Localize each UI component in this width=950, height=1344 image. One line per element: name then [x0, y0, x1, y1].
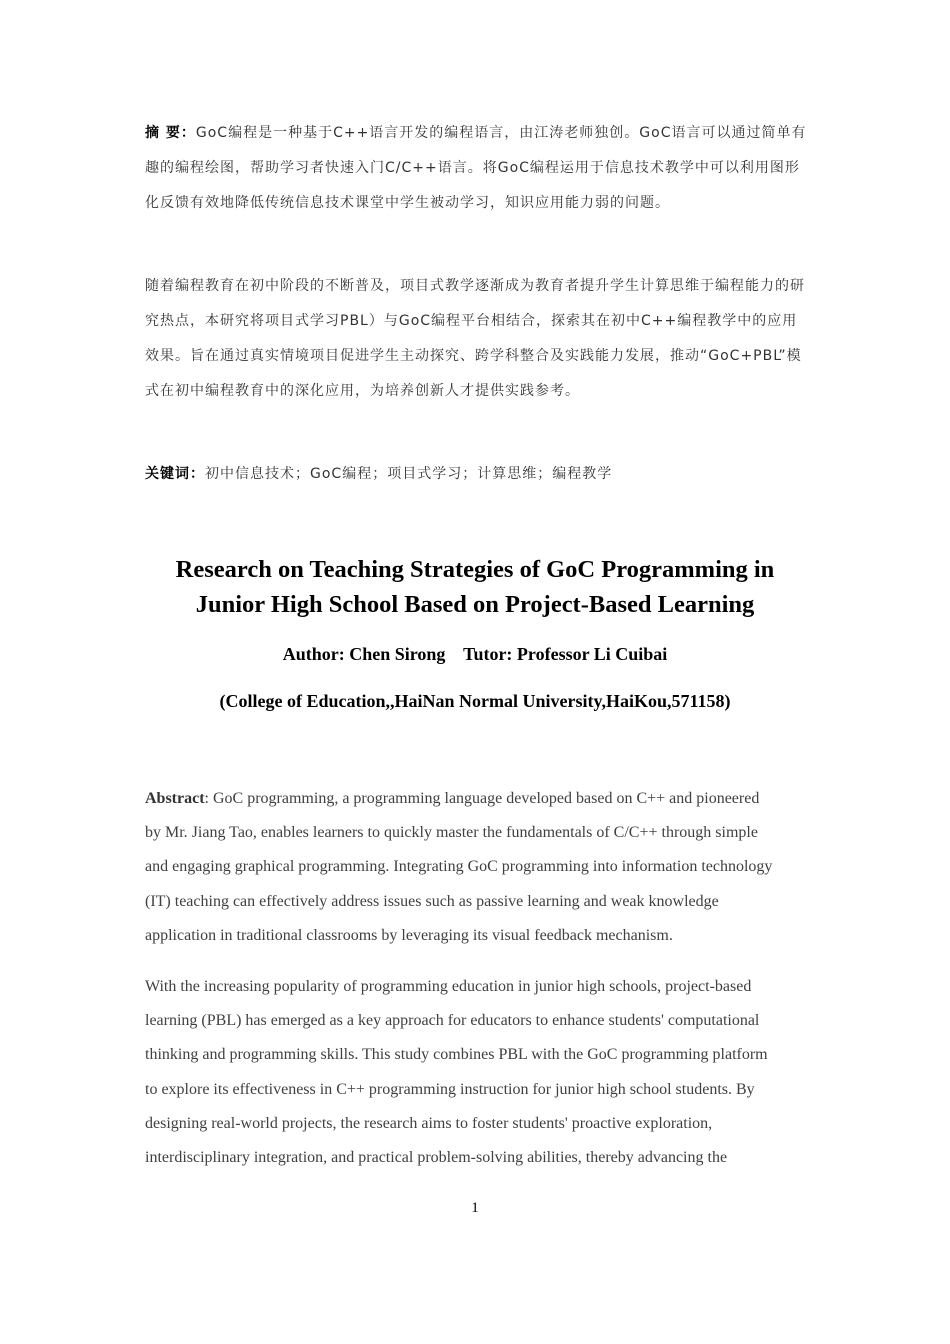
page-number: 1	[471, 1200, 479, 1216]
chinese-keywords-label: 关键词：	[145, 466, 205, 482]
english-abstract-line: by Mr. Jiang Tao, enables learners to quickly master the fundamentals of C/C++ through simple	[145, 824, 758, 842]
chinese-abstract-label: 摘 要：	[145, 125, 196, 141]
english-paragraph-line: thinking and programming skills. This study combines PBL with the GoC programming platform	[145, 1046, 768, 1064]
english-abstract-label: Abstract	[145, 790, 205, 807]
chinese-keywords-text: 初中信息技术；GoC编程；项目式学习；计算思维；编程教学	[205, 466, 613, 482]
english-paragraph-line: designing real-world projects, the research aims to foster students' proactive exploration,	[145, 1114, 713, 1132]
english-title	[140, 552, 810, 622]
english-title-line-2: Junior High School Based on Project-Based Learning	[195, 591, 755, 618]
english-paragraph-line: to explore its effectiveness in C++ programming instruction for junior high school students. By	[145, 1080, 755, 1098]
author-line: Author: Chen Sirong Tutor: Professor Li Cuibai	[282, 644, 668, 664]
english-abstract-paragraph-2	[145, 970, 810, 1175]
english-abstract-line: (IT) teaching can effectively address issues such as passive learning and weak knowledge	[145, 892, 719, 910]
english-abstract-line-text: : GoC programming, a programming language developed based on C++ and pioneered	[204, 790, 760, 807]
english-paragraph-line: interdisciplinary integration, and practical problem-solving abilities, thereby advancing the	[145, 1149, 728, 1167]
chinese-abstract-paragraph-2: 随着编程教育在初中阶段的不断普及，项目式教学逐渐成为教育者提升学生计算思维于编程能力的研究热点，本研究将项目式学习PBL）与GoC编程平台相结合，探索其在初中C++编程教学中的应用效果。旨在通过真实情境项目促进学生主动探究、跨学科整合及实践能力发展，推动“GoC+PBL”模式在初中编程教育中的深化应用，为培养创新人才提供实践参考。	[145, 278, 805, 399]
english-abstract	[145, 782, 810, 953]
chinese-abstract-text: GoC编程是一种基于C++语言开发的编程语言，由江涛老师独创。GoC语言可以通过简单有趣的编程绘图，帮助学习者快速入门C/C++语言。将GoC编程运用于信息技术教学中可以利用图形化反馈有效地降低传统信息技术课堂中学生被动学习，知识应用能力弱的问题。	[145, 125, 807, 211]
english-paragraph-line: learning (PBL) has emerged as a key approach for educators to enhance students' computational	[145, 1012, 760, 1030]
chinese-keywords	[145, 457, 810, 492]
chinese-abstract	[145, 116, 810, 221]
english-paragraph-line: With the increasing popularity of programming education in junior high schools, project-based	[145, 978, 752, 995]
affiliation-line: (College of Education,,HaiNan Normal University,HaiKou,571158)	[219, 691, 731, 711]
english-abstract-line: and engaging graphical programming. Integrating GoC programming into information technology	[145, 858, 773, 876]
english-abstract-line	[145, 782, 810, 816]
english-abstract-line: application in traditional classrooms by leveraging its visual feedback mechanism.	[145, 926, 673, 944]
english-title-line-1: Research on Teaching Strategies of GoC Programming in	[175, 556, 775, 583]
